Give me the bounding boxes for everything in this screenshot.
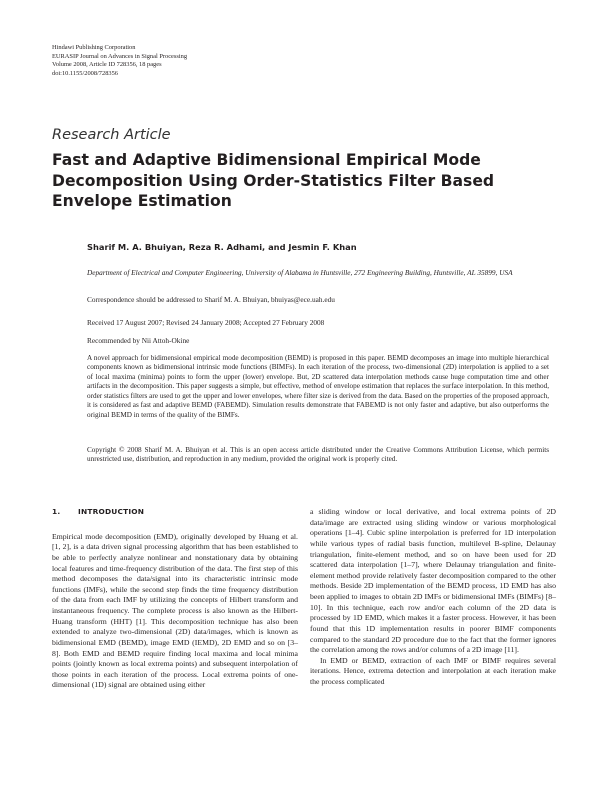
volume-info: Volume 2008, Article ID 728356, 18 pages	[52, 61, 162, 69]
section-title: INTRODUCTION	[78, 507, 145, 516]
body-paragraph: In EMD or BEMD, extraction of each IMF or BIMF requires several iterations. Hence, extrema detection and interpolation at each iteration make the process complicated	[310, 655, 556, 686]
masthead	[52, 44, 187, 78]
correspondence-line: Correspondence should be addressed to Sharif M. A. Bhuiyan, bhuiyas@ece.uah.edu	[87, 295, 335, 304]
body-paragraph: a sliding window or local derivative, and local extrema points of 2D data/image are extracted using sliding window or various morphological operations [1–4]. Cubic spline interpolation is preferred for 1D interpolation while various types of radial basis function, multilevel B-spline, Delaunay triangulation, finite-element method, and so on have been used for 2D scattered data interpolation [1–7], where Delaunay triangulation and finite-element method provide relatively faster decomposition compared to the other methods. Beside 2D implementation of the BEMD process, 1D EMD has also been applied to images to obtain 2D IMFs or bidimensional IMFs (BIMFs) [8–10]. In this technique, each row and/or each column of the 2D data is processed by 1D EMD, which makes it a faster process. However, it has been found that this 1D implementation results in poorer BIMF components compared to the standard 2D procedure due to the fact that the former ignores the correlation among the rows and/or columns of a 2D image [11].	[310, 507, 556, 655]
recommended-by: Recommended by Nii Attoh-Okine	[87, 336, 190, 345]
author-list: Sharif M. A. Bhuiyan, Reza R. Adhami, and Jesmin F. Khan	[87, 242, 357, 252]
abstract: A novel approach for bidimensional empirical mode decomposition (BEMD) is proposed in this paper. BEMD decomposes an image into multiple hierarchical components known as bidimensional intrinsic mode functions (BIMFs). In each iteration of the process, two-dimensional (2D) interpolation is applied to a set of local maxima (minima) points to form the upper (lower) envelope. But, 2D scattered data interpolation methods cause huge computation time and other artifacts in the decomposition. This paper suggests a simple, but effective, method of envelope estimation that replaces the surface interpolation. In this method, order statistics filters are used to get the upper and lower envelopes, where filter size is derived from the data. Based on the properties of the proposed approach, it is considered as fast and adaptive BEMD (FABEMD). Simulation results demonstrate that FABEMD is not only faster and adaptive, but also outperforms the original BEMD in terms of the quality of the BIMFs.	[87, 354, 549, 419]
doi[interactable]: doi:10.1155/2008/728356	[52, 69, 118, 77]
section-heading	[52, 507, 298, 518]
publisher-name: Hindawi Publishing Corporation	[52, 44, 136, 51]
submission-dates: Received 17 August 2007; Revised 24 January 2008; Accepted 27 February 2008	[87, 318, 325, 327]
body-paragraph: Empirical mode decomposition (EMD), originally developed by Huang et al. [1, 2], is a data driven signal processing algorithm that has been established to be able to perfectly analyze nonlinear and nonstationary data by obtaining local features and time-frequency distribution of the data. The first step of this method decomposes the data/signal into its characteristic intrinsic mode functions (IMFs), while the second step finds the time frequency distribution of the data from each IMF by utilizing the concepts of Hilbert transform and instantaneous frequency. The complete process is also known as the Hilbert-Huang transform (HHT) [1]. This decomposition technique has also been extended to analyze two-dimensional (2D) data/images, which is known as bidimensional EMD (BEMD), image EMD (IEMD), 2D EMD and so on [3–8]. Both EMD and BEMD require finding local maxima and local minima points (jointly known as local extrema points) and subsequent interpolation of those points in each iteration of the process. Local extrema points of one-dimensional (1D) signal are obtained using either	[52, 531, 298, 690]
copyright-notice: Copyright © 2008 Sharif M. A. Bhuiyan et al. This is an open access article distributed under the Creative Commons Attribution License, which permits unrestricted use, distribution, and reproduction in any medium, provided the original work is properly cited.	[87, 446, 549, 464]
author-affiliation: Department of Electrical and Computer Engineering, University of Alabama in Huntsville, 272 Engineering Building, Huntsville, AL 35899, USA	[87, 268, 513, 277]
body-column-left	[52, 507, 298, 691]
section-number: 1.	[52, 507, 61, 516]
article-type: Research Article	[52, 127, 171, 143]
journal-name: EURASIP Journal on Advances in Signal Processing	[52, 52, 188, 60]
body-column-right	[310, 507, 556, 688]
paper-title: Fast and Adaptive Bidimensional Empirical Mode Decomposition Using Order-Statistics Filter Based Envelope Estimation	[52, 151, 495, 210]
